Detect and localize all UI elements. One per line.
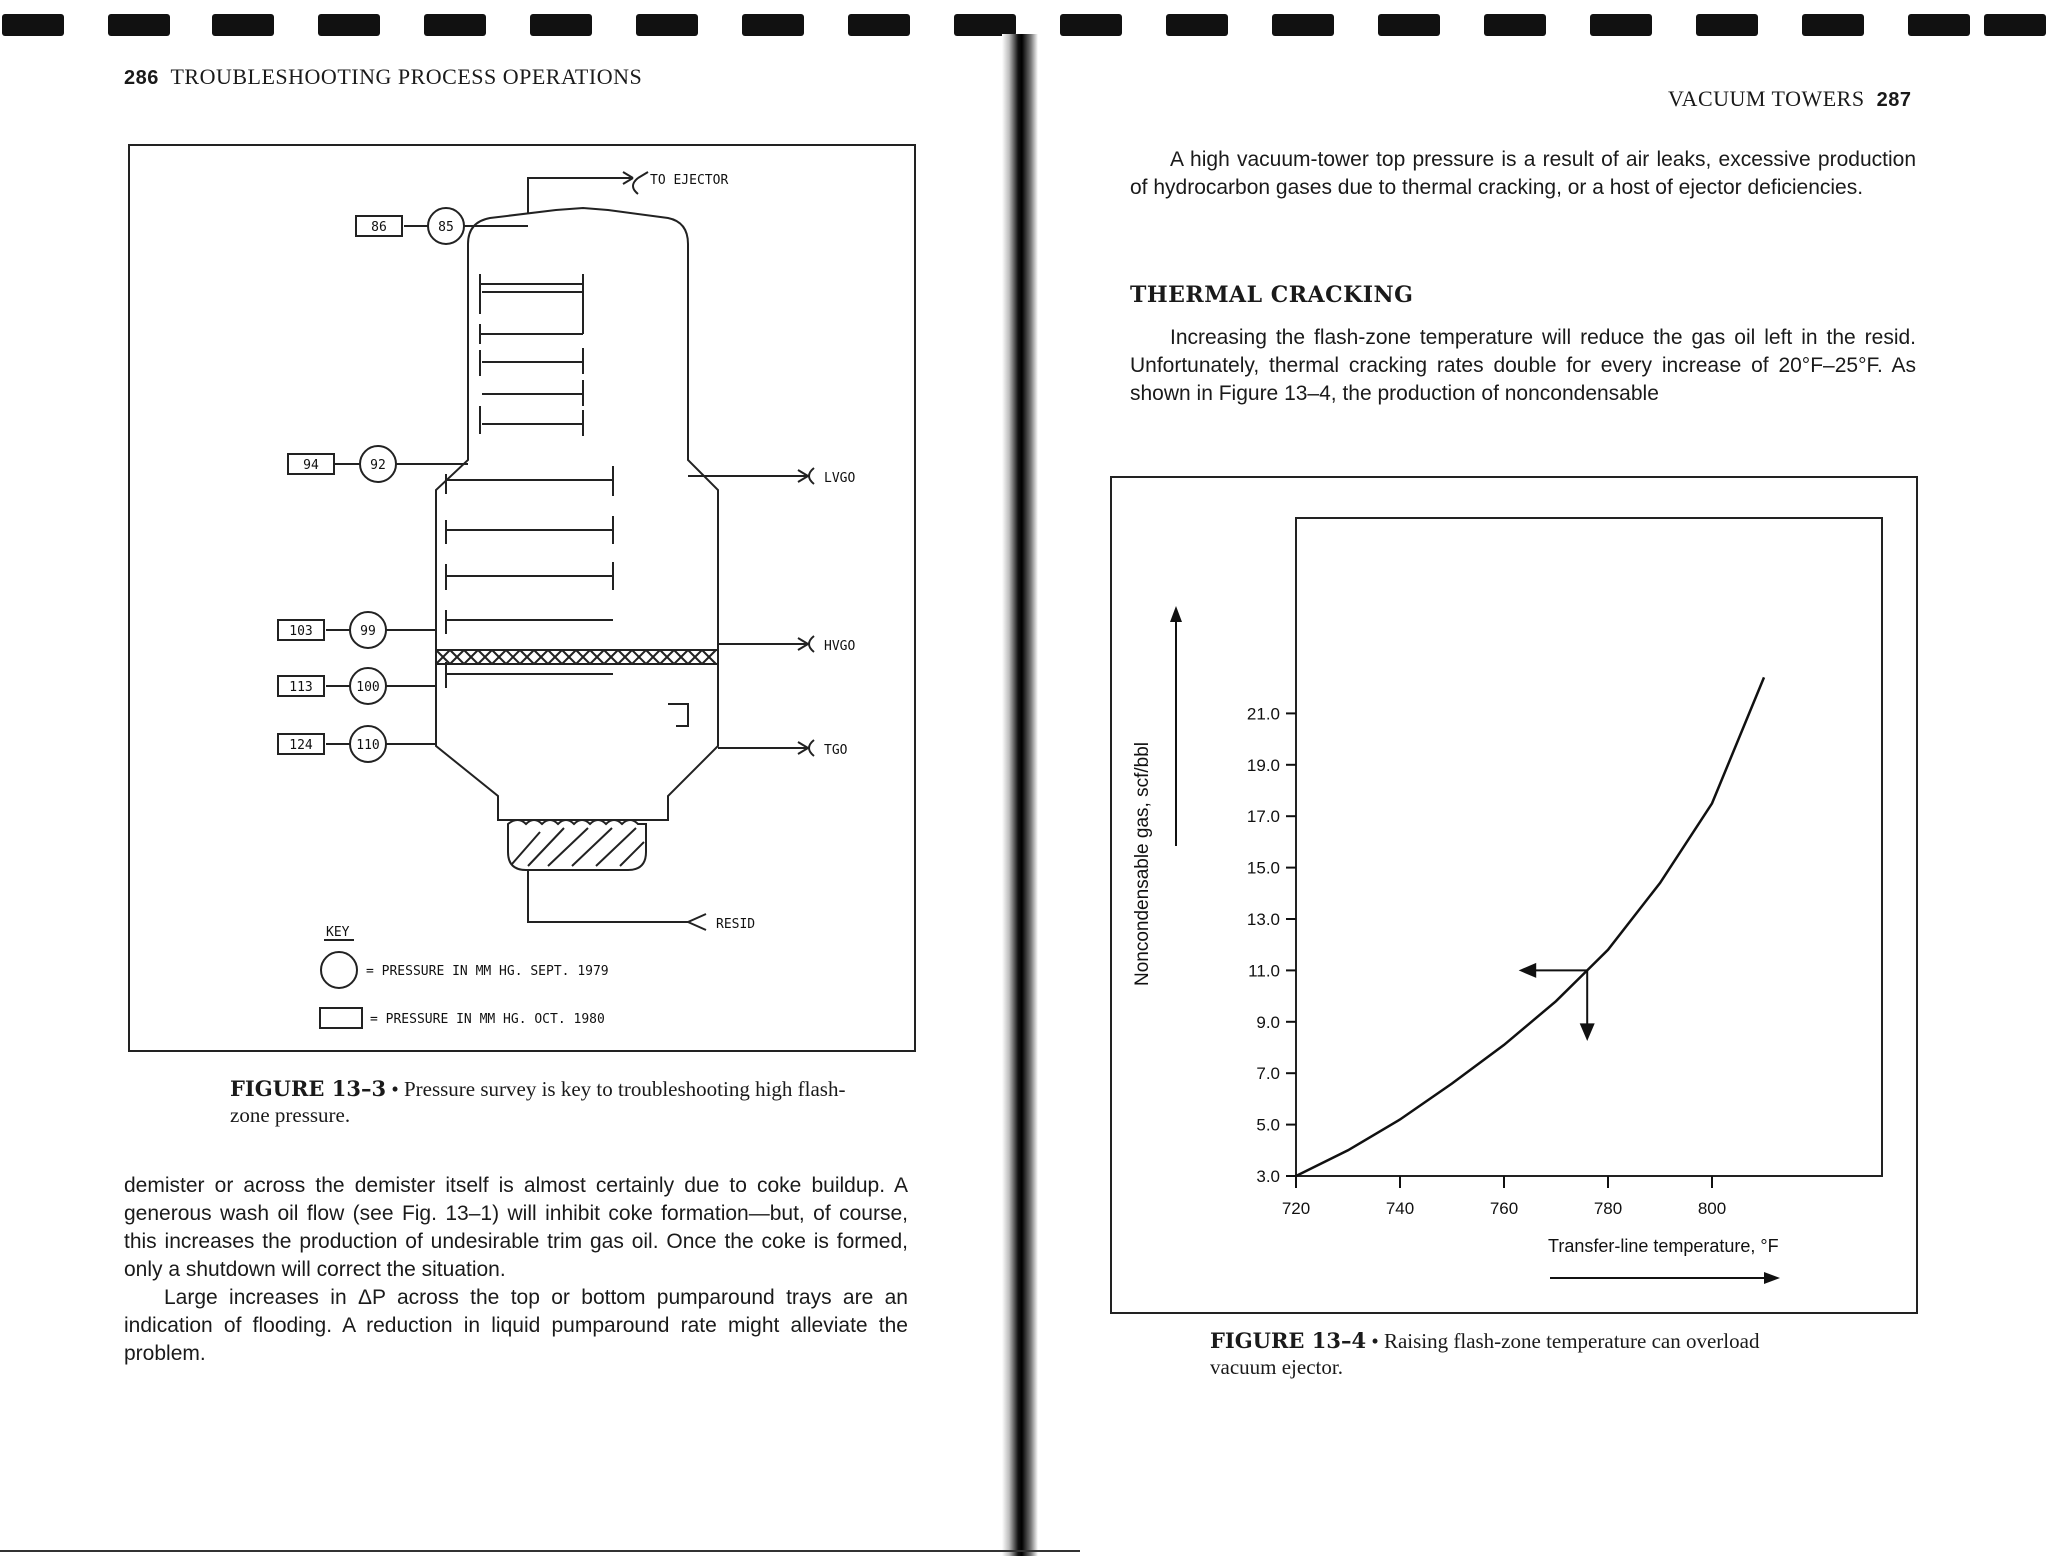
box-reading: 86 <box>371 220 387 235</box>
box-reading: 124 <box>289 738 313 753</box>
x-axis-label: Transfer-line temperature, °F <box>1548 1236 1779 1256</box>
y-tick-label: 17.0 <box>1246 807 1280 827</box>
circle-reading: 100 <box>356 680 380 695</box>
box-reading: 103 <box>289 624 313 639</box>
left-running-title: TROUBLESHOOTING PROCESS OPERATIONS <box>170 64 643 89</box>
book-spine <box>1002 34 1038 1556</box>
caption-text: • Pressure survey is key to troubleshooting high flash-zone pressure. <box>230 1077 846 1127</box>
key-circle-text: = PRESSURE IN MM HG. SEPT. 1979 <box>366 964 609 979</box>
right-body-text-2 <box>1130 324 1916 408</box>
right-page-number: 287 <box>1876 89 1912 111</box>
y-tick-label: 19.0 <box>1246 755 1280 775</box>
y-axis-label: Noncondensable gas, scf/bbl <box>1132 742 1153 986</box>
stream-label: TO EJECTOR <box>650 173 729 188</box>
right-paragraph-2: Increasing the flash-zone temperature will reduce the gas oil left in the resid. Unfortunately, thermal cracking rates double for every increase of 20°F–25°F. As shown in Figure 13–4, the production of noncondensable <box>1130 326 1916 405</box>
stream-label: RESID <box>716 917 756 932</box>
y-tick-label: 11.0 <box>1248 961 1280 981</box>
box-reading: 94 <box>303 458 319 473</box>
circle-reading: 99 <box>360 624 376 639</box>
stream-label: HVGO <box>824 639 856 654</box>
key-box-text: = PRESSURE IN MM HG. OCT. 1980 <box>370 1012 605 1027</box>
stream-label: LVGO <box>824 471 856 486</box>
box-reading: 113 <box>289 680 313 695</box>
right-page-header <box>1668 86 1911 112</box>
bottom-rule <box>0 1550 1080 1552</box>
y-tick-label: 15.0 <box>1246 858 1280 878</box>
key-title: KEY <box>326 925 350 940</box>
y-tick-label: 21.0 <box>1246 704 1280 724</box>
vacuum-tower-figure <box>128 144 918 1054</box>
circle-reading: 85 <box>438 220 454 235</box>
gas-curve-line <box>1296 677 1764 1176</box>
right-body-text-1 <box>1130 146 1916 202</box>
y-tick-label: 3.0 <box>1256 1167 1280 1186</box>
right-paragraph-1: A high vacuum-tower top pressure is a result of air leaks, excessive production of hydrocarbon gases due to thermal cracking, or a host of ejector deficiencies. <box>1130 148 1916 199</box>
caption-label: FIGURE 13–4 <box>1210 1328 1367 1353</box>
left-page-header <box>124 64 642 90</box>
circle-reading: 92 <box>370 458 386 473</box>
annotation-left-arrowhead <box>1521 964 1535 976</box>
left-body-text <box>124 1172 908 1368</box>
y-tick-label: 13.0 <box>1246 910 1280 929</box>
y-tick-label: 7.0 <box>1256 1064 1280 1084</box>
stream-label: TGO <box>824 743 848 758</box>
annotation-down-arrowhead <box>1581 1024 1593 1038</box>
x-tick-label: 740 <box>1385 1199 1415 1218</box>
circle-reading: 110 <box>356 738 380 753</box>
figure-13-3-caption <box>230 1076 870 1128</box>
left-paragraph-2: Large increases in ΔP across the top or bottom pumparound trays are an indication of flooding. A reduction in liquid pumparound rate might alleviate the problem. <box>124 1286 908 1365</box>
x-tick-label: 800 <box>1697 1199 1727 1218</box>
caption-label: FIGURE 13–3 <box>230 1076 387 1101</box>
x-tick-label: 720 <box>1281 1199 1311 1218</box>
y-tick-label: 9.0 <box>1256 1012 1280 1032</box>
caption-text: • Raising flash-zone temperature can overload vacuum ejector. <box>1210 1329 1760 1379</box>
figure-13-4-caption <box>1210 1328 1830 1380</box>
gas-vs-temperature-chart <box>1110 476 1920 1316</box>
x-tick-label: 760 <box>1489 1199 1519 1218</box>
x-tick-label: 780 <box>1593 1199 1623 1218</box>
left-paragraph-1: demister or across the demister itself is almost certainly due to coke buildup. A generous wash oil flow (see Fig. 13–1) will inhibit coke formation—but, of course, this increases the production of undesirable trim gas oil. Once the coke is formed, only a shutdown will correct the situation. <box>124 1174 908 1281</box>
right-running-title: VACUUM TOWERS <box>1668 86 1865 111</box>
y-tick-label: 5.0 <box>1256 1115 1280 1135</box>
left-page-number: 286 <box>124 67 159 89</box>
section-heading: THERMAL CRACKING <box>1130 282 1414 308</box>
